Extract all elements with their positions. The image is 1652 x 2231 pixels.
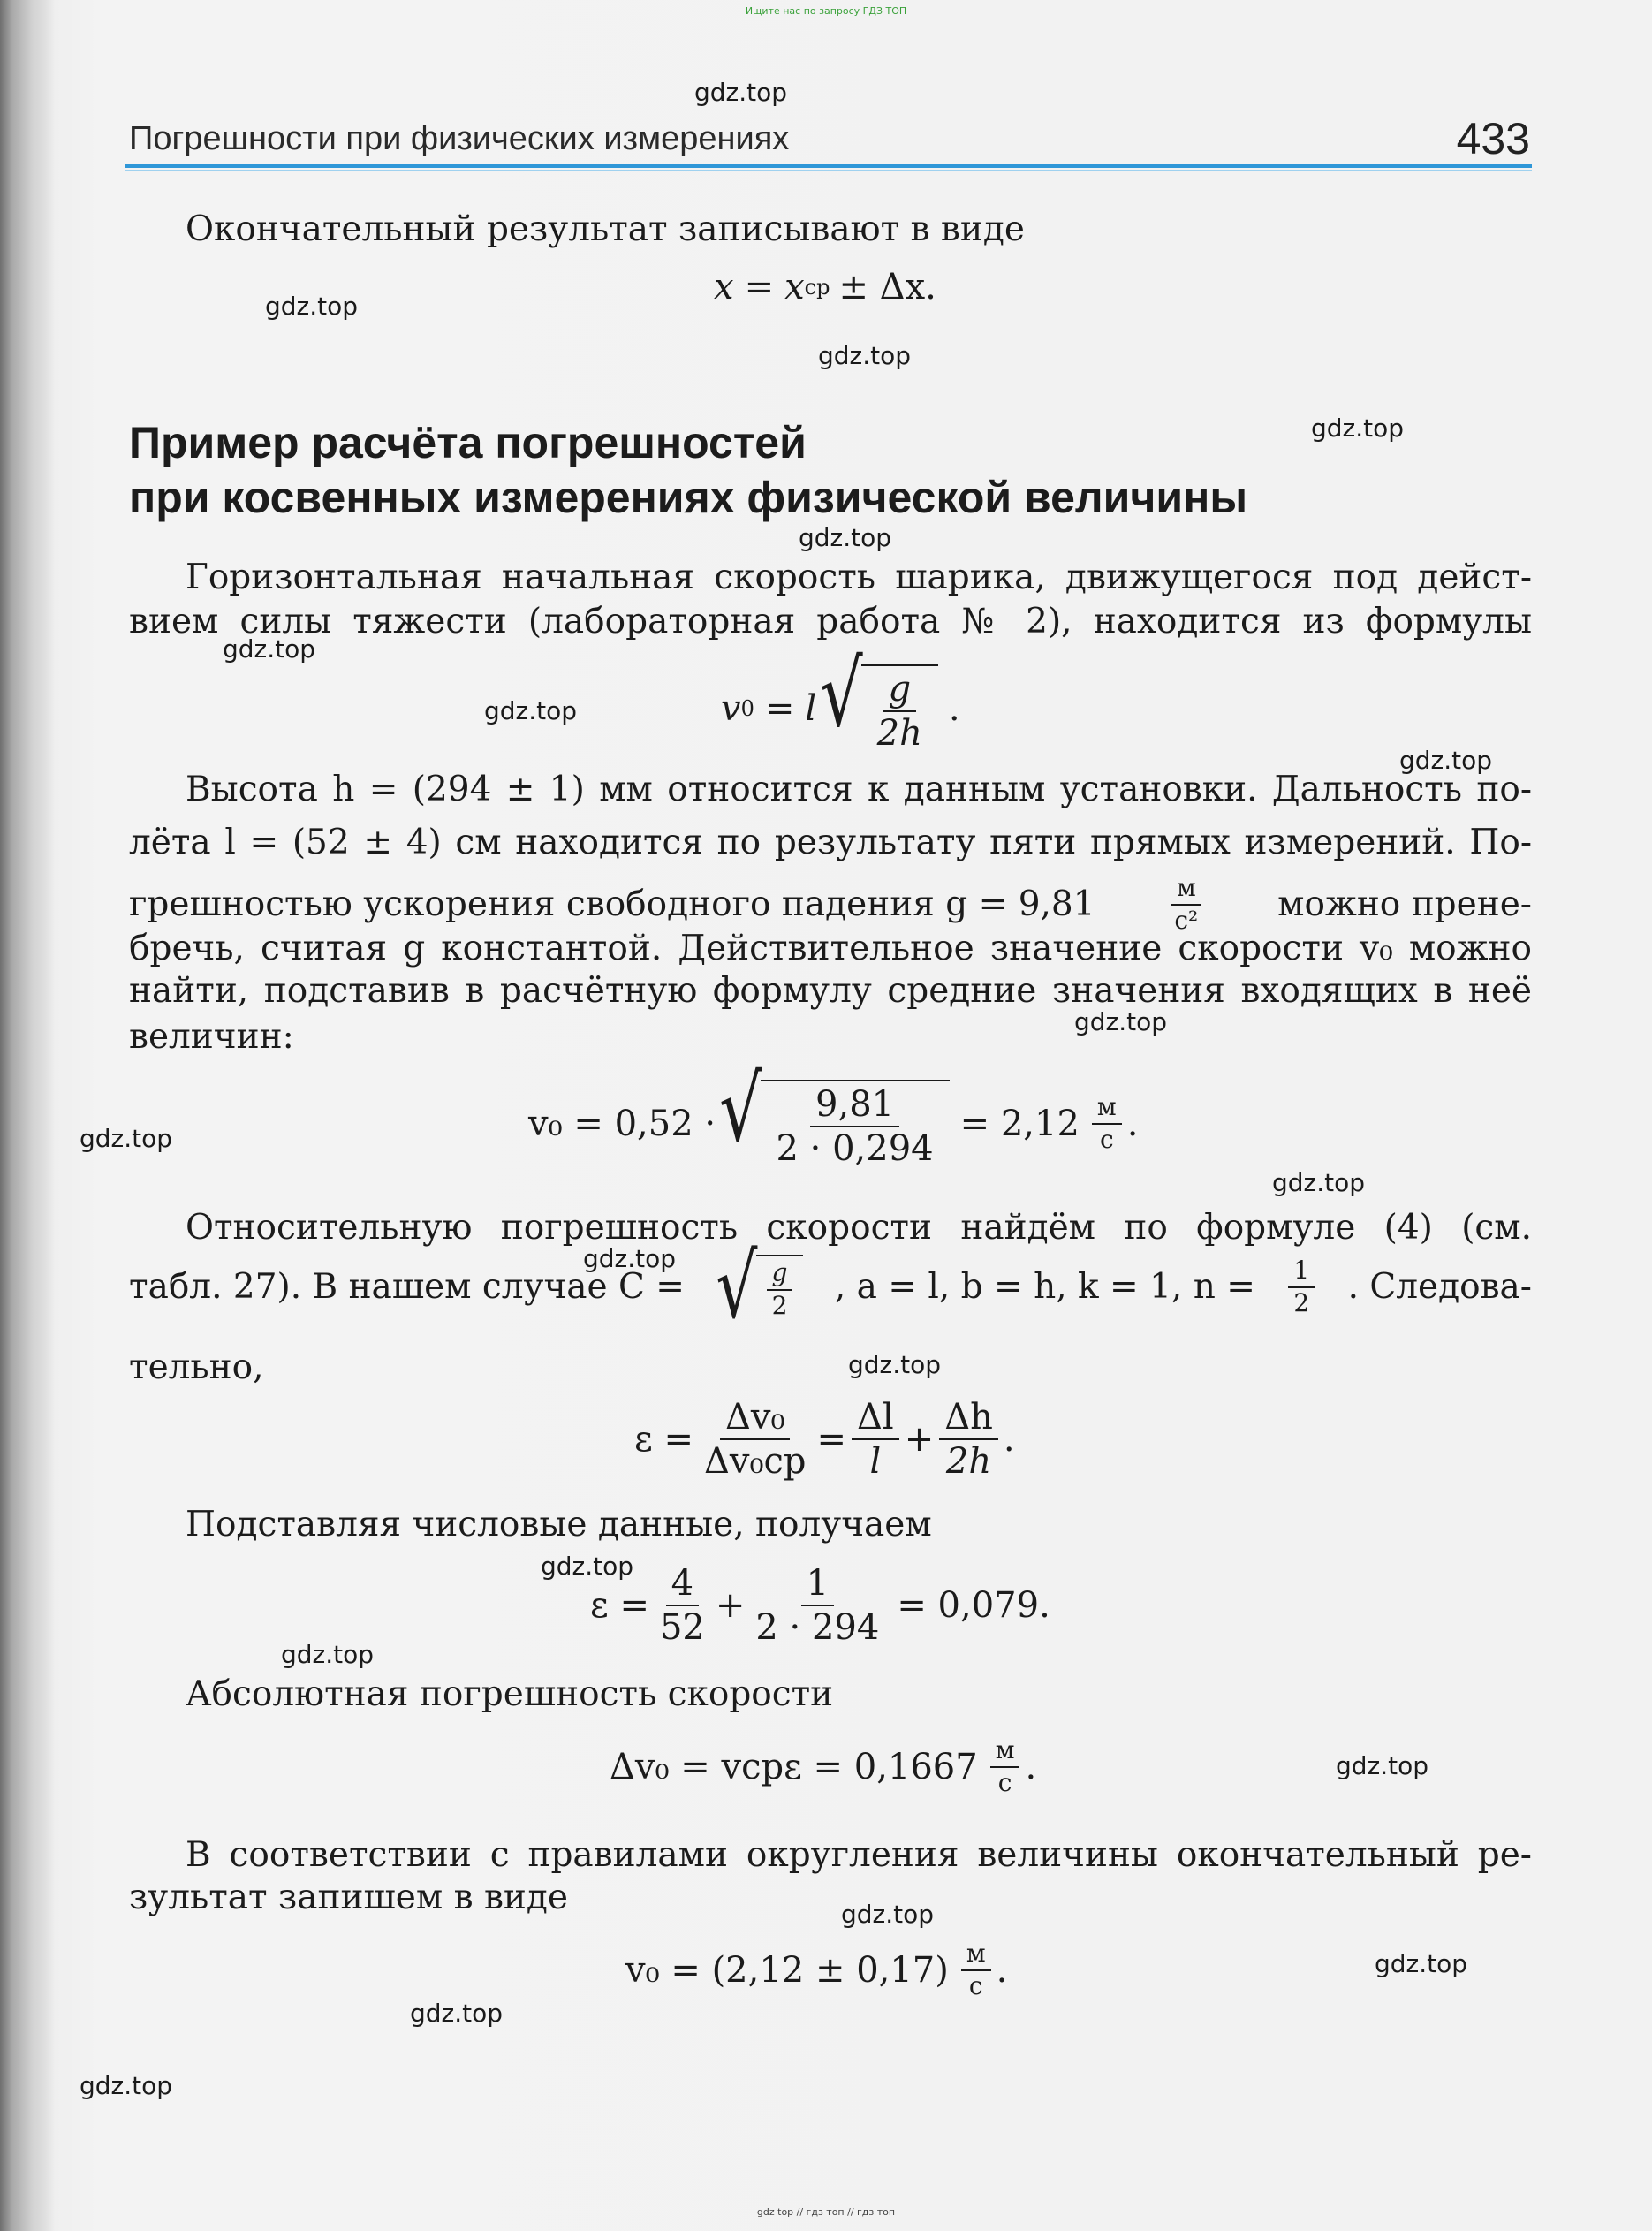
formula-var-l: l: [805, 688, 817, 729]
formula-calc-v0: [528, 1056, 1139, 1169]
formula-end: .: [1126, 1104, 1139, 1144]
header-rule-light: [125, 170, 1532, 171]
p6-line1: В соответствии с правилами округления величины окончательный ре-: [186, 1835, 1532, 1875]
watermark: gdz.top: [223, 634, 316, 664]
p6-line2: зультат запишем в виде: [129, 1878, 569, 1917]
formula-var-v: v: [721, 688, 741, 729]
watermark: gdz.top: [265, 292, 359, 321]
fraction: $\frac{g}{2h}$: [876, 669, 922, 754]
watermark: gdz.top: [841, 1900, 935, 1929]
fraction-n: $\frac{1}{2}$: [1288, 1257, 1315, 1317]
formula-rhs: = 0,079.: [897, 1585, 1050, 1626]
p2-line4: бречь, считая g константой. Действительное значение скорости v₀ можно: [129, 929, 1532, 968]
watermark: gdz.top: [1272, 1168, 1366, 1197]
formula-v0: [721, 641, 960, 754]
section-title-line1: Пример расчёта погрешностей: [129, 418, 807, 467]
unit-fraction: $\frac{м}{\text{с²}}$: [1169, 875, 1203, 935]
formula-eq: =: [744, 267, 775, 307]
top-banner[interactable]: Ищите нас по запросу ГДЗ ТОП: [745, 5, 907, 17]
fraction: $\frac{1}{2 \cdot 294}$: [755, 1563, 880, 1648]
formula-eq: =: [764, 688, 795, 729]
p3-line2: [129, 1235, 1532, 1339]
formula-lhs: v₀ = (2,12 ± 0,17): [625, 1949, 949, 1991]
formula-epsilon-numeric: [590, 1564, 1050, 1647]
watermark: gdz.top: [1074, 1007, 1168, 1036]
p2-line1: Высота h = (294 ± 1) мм относится к данным установки. Дальность по-: [186, 770, 1532, 809]
formula-end: .: [996, 1949, 1008, 1991]
formula-eq: =: [816, 1419, 846, 1460]
p2-line2: лёта l = (52 ± 4) см находится по результату пяти прямых измерений. По-: [129, 823, 1532, 862]
formula-plus: +: [715, 1585, 746, 1626]
sqrt-sign: √ $\frac{g}{2}$: [716, 1255, 803, 1320]
formula-lhs: v₀ = 0,52 ·: [528, 1104, 716, 1144]
p2-line6: величин:: [129, 1017, 294, 1057]
formula-rhs: = 2,12: [959, 1104, 1080, 1144]
formula-sub: ср: [804, 275, 830, 300]
fraction: $\frac{9,81}{2 \cdot 0,294}$: [776, 1084, 934, 1169]
formula-sub: 0: [740, 696, 754, 721]
watermark: gdz.top: [1336, 1751, 1429, 1780]
intro-paragraph: Окончательный результат записывают в виде: [186, 209, 1025, 249]
formula-end: .: [1025, 1746, 1037, 1787]
watermark: gdz.top: [799, 523, 892, 552]
header-rule: [125, 164, 1532, 168]
page-number: 433: [1456, 114, 1530, 163]
p1-line1: Горизонтальная начальная скорость шарика, движущегося под дейст-: [186, 558, 1532, 597]
p3-line2-params: , a = l, b = h, k = 1, n =: [834, 1267, 1255, 1308]
formula-plus: +: [904, 1419, 935, 1460]
watermark: gdz.top: [848, 1350, 942, 1379]
sqrt-sign: √ $\frac{9,81}{2 \cdot 0,294}$: [719, 1080, 950, 1168]
fraction: $\frac{g}{2}$: [767, 1260, 793, 1320]
p3-line2-text: табл. 27). В нашем случае C =: [129, 1267, 685, 1308]
section-title-line2: при косвенных измерениях физической величины: [129, 473, 1248, 522]
fraction: $\frac{4}{52}$: [659, 1563, 705, 1648]
p2-line5: найти, подставив в расчётную формулу средние значения входящих в неё: [129, 971, 1532, 1011]
formula-final-velocity: [625, 1940, 1007, 2000]
watermark: gdz.top: [484, 696, 578, 725]
formula-absolute-error: [610, 1737, 1036, 1797]
watermark: gdz.top: [80, 1124, 173, 1153]
section-title: [129, 415, 1247, 525]
formula-end: .: [1003, 1419, 1015, 1460]
formula-lhs: Δv₀ = vсрε = 0,1667: [610, 1746, 978, 1787]
watermark: gdz.top: [694, 78, 788, 107]
formula-final-result: [714, 267, 936, 307]
p3-line2-tail: . Следова-: [1347, 1267, 1532, 1308]
book-binding-shadow: [0, 0, 55, 2231]
formula-var-x: x: [784, 267, 805, 307]
p1-line2: вием силы тяжести (лабораторная работа № 2), находится из формулы: [129, 602, 1532, 641]
watermark: gdz.top: [818, 341, 912, 370]
watermark: gdz.top: [1311, 414, 1405, 443]
watermark: gdz.top: [1375, 1949, 1468, 1978]
p3-line3: тельно,: [129, 1347, 264, 1387]
fraction: $\frac{\Delta l}{l}$: [852, 1398, 899, 1481]
formula-lhs: ε =: [634, 1419, 693, 1460]
p3-line1: Относительную погрешность скорости найдём по формуле (4) (см.: [186, 1208, 1532, 1248]
bottom-banner[interactable]: gdz top // гдз топ // гдз топ: [756, 2206, 896, 2218]
formula-lhs: ε =: [590, 1585, 649, 1626]
p2-line3-tail: можно прене-: [1277, 884, 1532, 924]
unit-fraction: $\frac{м}{с}$: [1092, 1094, 1122, 1154]
formula-pm: ± Δx.: [838, 267, 936, 307]
p2-line3-text: грешностью ускорения свободного падения g = 9,81: [129, 884, 1095, 924]
unit-fraction: $\frac{м}{с}$: [961, 1940, 991, 2000]
sqrt-sign: √ $\frac{g}{2h}$: [820, 664, 938, 753]
fraction: $\frac{\text{Δv₀}}{\text{Δv₀ср}}$: [703, 1397, 807, 1482]
fraction: $\frac{\Delta h}{2h}$: [939, 1398, 998, 1481]
p2-line3: [129, 875, 1532, 935]
formula-var-x: x: [714, 267, 734, 307]
watermark: gdz.top: [541, 1552, 634, 1581]
watermark: gdz.top: [80, 2071, 173, 2100]
running-header-title: Погрешности при физических измерениях: [129, 120, 790, 157]
unit-fraction: $\frac{м}{с}$: [990, 1737, 1020, 1797]
watermark: gdz.top: [281, 1640, 375, 1669]
watermark: gdz.top: [410, 1999, 504, 2028]
watermark: gdz.top: [1399, 746, 1493, 775]
p5: Абсолютная погрешность скорости: [186, 1674, 834, 1714]
formula-epsilon: [634, 1398, 1015, 1481]
p4: Подставляя числовые данные, получаем: [186, 1505, 932, 1544]
formula-end: .: [948, 688, 960, 729]
watermark: gdz.top: [583, 1244, 677, 1273]
